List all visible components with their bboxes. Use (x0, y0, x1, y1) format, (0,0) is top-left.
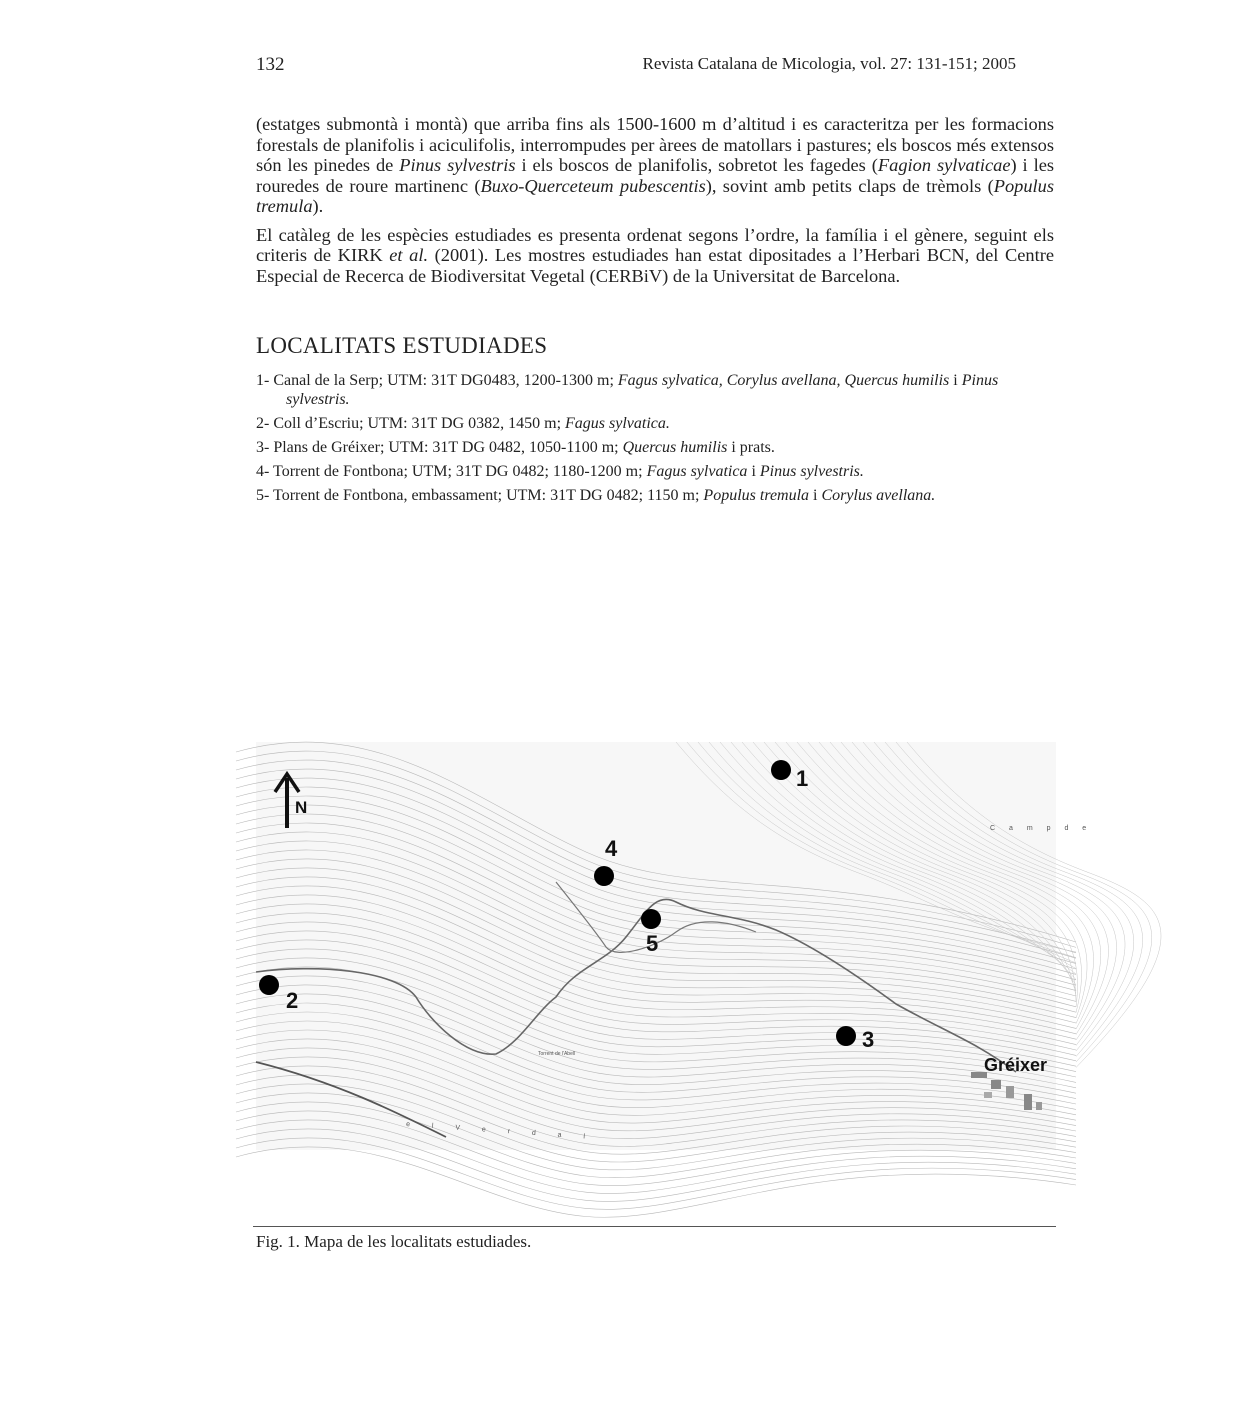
locality-item (256, 462, 1056, 481)
species-name: Fagus sylvatica. (565, 415, 670, 432)
locality-text: 3- Plans de Gréixer; UTM: 31T DG 0482, 1050-1100 m; (256, 439, 623, 456)
locality-marker-3 (836, 1026, 856, 1046)
figure-caption: Fig. 1. Mapa de les localitats estudiades. (256, 1232, 532, 1251)
localities-list (256, 371, 1056, 510)
locality-marker-5 (641, 909, 661, 929)
text-run: i els boscos de planifolis, sobretot les fagedes ( (515, 155, 878, 175)
locality-item (256, 486, 1056, 505)
catalog-paragraph (256, 225, 1054, 287)
contour-line (236, 1147, 1076, 1217)
locality-marker-label-1: 1 (796, 766, 809, 791)
species-name: Corylus avellana. (821, 487, 936, 504)
species-name: Fagus sylvatica (646, 463, 748, 480)
page-number: 132 (256, 54, 285, 75)
italic-text: et al. (389, 245, 429, 265)
locality-text: 1- Canal de la Serp; UTM: 31T DG0483, 1200-1300 m; (256, 372, 618, 389)
place-label-verdal: e l V e r d a l (405, 1121, 596, 1142)
text-run: ). (312, 196, 324, 216)
locality-text: 5- Torrent de Fontbona, embassament; UTM: 31T DG 0482; 1150 m; (256, 487, 704, 504)
locality-text: i (949, 372, 962, 389)
text-run: (estatges submontà i montà) que arriba fins als 1500-1600 m d’altitud i es caracteritza per les formacions forestals de planifolis i aciculifolis, interrompudes per àrees de matollars i pastures; els boscos més extensos són les pinedes de (256, 114, 1054, 175)
section-heading: LOCALITATS ESTUDIADES (256, 333, 548, 358)
place-label-camp: C a m p d e (990, 825, 1093, 832)
text-run: ) i les rouredes de roure martinenc ( (256, 155, 1055, 196)
locality-marker-4 (594, 866, 614, 886)
italic-text: Pinus sylvestris (399, 155, 516, 175)
species-name: Fagus sylvatica, Corylus avellana, Quercus humilis (617, 372, 950, 389)
locality-marker-label-4: 4 (605, 836, 618, 861)
locality-marker-label-5: 5 (646, 931, 659, 956)
place-label-torrent: Torrent de l'Abell (538, 1051, 576, 1057)
locality-text: 2- Coll d’Escriu; UTM: 31T DG 0382, 1450 m; (256, 415, 566, 432)
locality-item (256, 438, 1056, 457)
species-name: Populus tremula (703, 487, 810, 504)
species-name: Pinus sylvestris. (759, 463, 864, 480)
figure-rule (253, 1226, 1056, 1227)
italic-text: Populus tremula (256, 175, 1055, 216)
locality-marker-label-2: 2 (286, 988, 299, 1013)
italic-text: Buxo-Querceteum pubescentis (480, 175, 706, 196)
locality-marker-1 (771, 760, 791, 780)
running-head: Revista Catalana de Micologia, vol. 27: 131-151; 2005 (642, 54, 1016, 73)
species-name: Quercus humilis (622, 439, 728, 456)
town-label: Gréixer (984, 1055, 1048, 1075)
text-run: (2001). Les mostres estudiades han estat dipositades a l’Herbari BCN, del Centre Especial de Recerca de Biodiversitat Vegetal (CERBiV) de la Universitat de Barcelona. (256, 245, 1054, 286)
locality-text: i (747, 463, 760, 480)
locality-map (256, 742, 1093, 1150)
locality-text: 4- Torrent de Fontbona; UTM; 31T DG 0482; 1180-1200 m; (256, 463, 647, 480)
body-text (256, 114, 1054, 294)
locality-text: i (809, 487, 822, 504)
text-run: ), sovint amb petits claps de trèmols ( (705, 175, 994, 196)
locality-item (256, 414, 1056, 433)
italic-text: Fagion sylvaticae (877, 155, 1011, 175)
locality-marker-2 (259, 975, 279, 995)
text-run: El catàleg de les espècies estudiades es presenta ordenat segons l’ordre, la família i el gènere, seguint els criteris de KIRK (256, 224, 1054, 265)
species-name: Pinus sylvestris. (286, 372, 999, 408)
north-label: N (295, 798, 308, 817)
intro-paragraph (256, 114, 1054, 217)
locality-item (256, 371, 1056, 409)
locality-marker-label-3: 3 (862, 1027, 875, 1052)
locality-text: i prats. (727, 439, 775, 456)
